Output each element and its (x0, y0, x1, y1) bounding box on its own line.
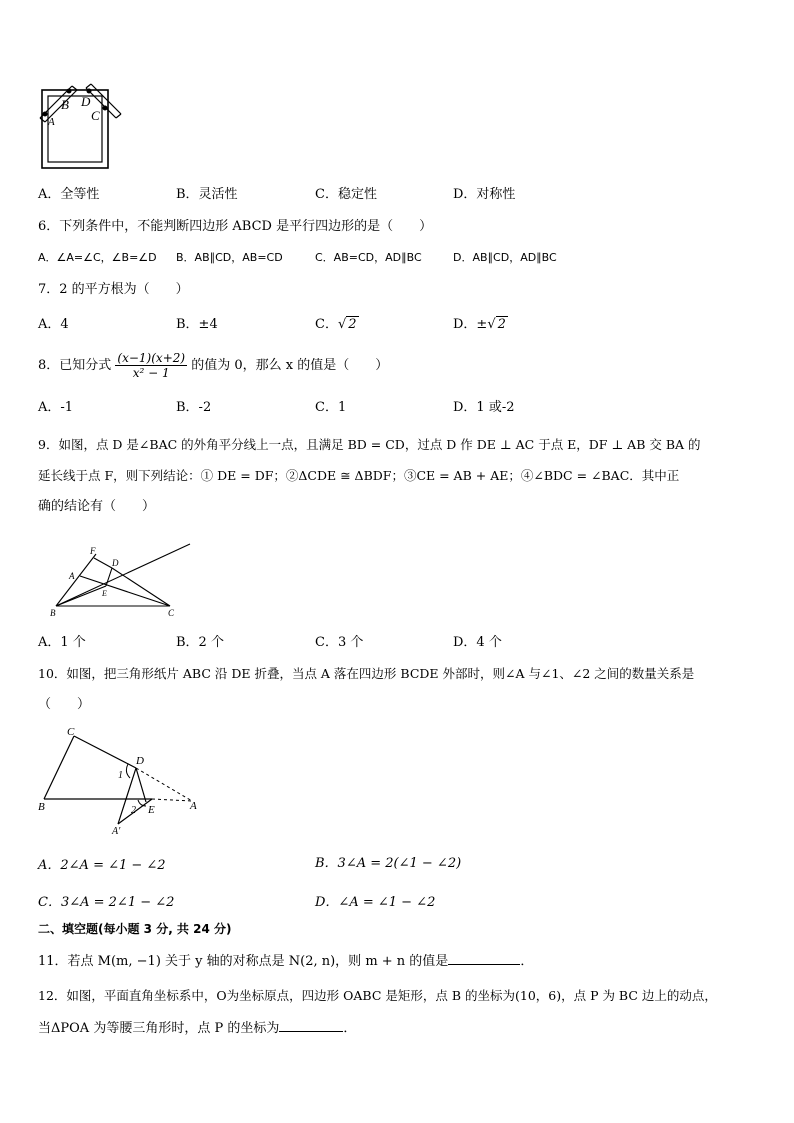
q11-end: ． (520, 954, 534, 969)
q5-label-a: A (48, 116, 55, 128)
q9-label-e: E (102, 589, 107, 598)
q5-option-d: D．对称性 (453, 187, 516, 202)
q5-option-b: B．灵活性 (176, 187, 238, 202)
q11-stem: 11．若点 M(m, −1) 关于 y 轴的对称点是 N(2, n)，则 m + n 的值是 (38, 954, 449, 969)
q10-angle-2-arc (138, 800, 146, 806)
q8-fraction-denominator: x² − 1 (132, 366, 170, 380)
q10-line-bc (44, 736, 74, 799)
q9-figure (44, 540, 194, 620)
q9-option-a: A．1 个 (38, 635, 86, 650)
q10-line-de (136, 768, 146, 802)
q9-label-d: D (112, 558, 119, 568)
section2-heading: 二、填空题(每小题 3 分, 共 24 分) (38, 922, 232, 936)
q6-option-c: C．AB=CD，AD∥BC (315, 251, 422, 264)
q6-option-b: B．AB∥CD，AB=CD (176, 251, 283, 264)
q7-option-d (453, 316, 508, 334)
q9-line-3: 确的结论有（ ） (38, 499, 156, 514)
q8-option-a: A．-1 (38, 400, 74, 415)
q7-option-d-label: D．± (453, 317, 488, 332)
q7-option-c-sqrt: √ 2 (337, 317, 357, 332)
q9-line-2: 延长线于点 F，则下列结论：① DE = DF；②ΔCDE ≅ ΔBDF；③CE = AB + AE；④∠BDC = ∠BAC．其中正 (38, 468, 680, 483)
q8-stem-after: 的值为 0，那么 x 的值是（ ） (191, 358, 389, 373)
q11-text (38, 951, 533, 971)
q10-line-ea-dashed (152, 799, 192, 801)
nail-a (43, 112, 48, 117)
q12-stem: 当ΔPOA 为等腰三角形时，点 P 的坐标为 (38, 1021, 280, 1036)
q12-end: ． (343, 1021, 357, 1036)
q7-option-c (315, 316, 359, 334)
q6-stem: 6．下列条件中，不能判断四边形 ABCD 是平行四边形的是（ ） (38, 219, 433, 234)
q5-option-c: C．稳定性 (315, 187, 377, 202)
q7-option-c-radicand: 2 (348, 317, 357, 332)
q5-figure (36, 84, 116, 169)
q10-option-b: B．3∠A = 2(∠1 − ∠2) (315, 856, 462, 871)
q10-option-d: D．∠A = ∠1 − ∠2 (315, 895, 436, 910)
q10-line-2: （ ） (38, 697, 91, 712)
q10-label-d: D (136, 755, 144, 767)
q7-option-a: A．4 (38, 317, 69, 332)
q5-option-a: A．全等性 (38, 187, 100, 202)
nail-d (87, 89, 92, 94)
nail-c (103, 106, 108, 111)
q8-option-d: D．1 或-2 (453, 400, 515, 415)
q10-option-c: C．3∠A = 2∠1 − ∠2 (38, 895, 175, 910)
q7-option-d-sqrt: √ 2 (487, 317, 506, 332)
q6-option-d: D．AB∥CD，AD∥BC (453, 251, 557, 264)
q9-label-b: B (50, 608, 56, 618)
q9-label-c: C (168, 608, 175, 618)
q12-line-1: 12．如图，平面直角坐标系中，O为坐标原点，四边形 OABC 是矩形，点 B 的坐标为(10，6)，点 P 为 BC 边上的动点， (38, 988, 717, 1003)
q10-line-cd (74, 736, 136, 768)
q9-line-dc (112, 568, 170, 606)
q7-option-d-radicand: 2 (497, 317, 506, 332)
q12-answer-blank[interactable] (279, 1018, 343, 1032)
q9-line-de (106, 568, 112, 586)
q7-stem: 7．2 的平方根为（ ） (38, 282, 189, 297)
q10-label-2: 2 (131, 805, 136, 816)
q9-option-b: B．2 个 (176, 635, 224, 650)
q9-label-f: F (90, 546, 96, 556)
q8-option-b: B．-2 (176, 400, 212, 415)
q10-label-c: C (67, 726, 75, 738)
q10-line-1: 10．如图，把三角形纸片 ABC 沿 DE 折叠，当点 A 落在四边形 BCDE 外部时，则∠A 与∠1、∠2 之间的数量关系是 (38, 666, 695, 681)
q8-stem-before: 8．已知分式 (38, 358, 112, 373)
q6-option-a: A．∠A=∠C，∠B=∠D (38, 251, 157, 264)
q10-label-b: B (38, 801, 45, 813)
q10-label-a-prime: A′ (112, 826, 121, 837)
q5-label-c: C (91, 108, 100, 123)
q12-line-2 (38, 1018, 356, 1038)
q8-fraction-numerator: (x−1)(x+2) (117, 351, 186, 365)
q7-option-b: B．±4 (176, 317, 218, 332)
q8-stem (38, 349, 388, 383)
q5-label-b: B (61, 97, 69, 112)
q9-label-a: A (69, 571, 75, 581)
q10-option-a: A．2∠A = ∠1 − ∠2 (38, 858, 166, 873)
q11-answer-blank[interactable] (448, 951, 520, 965)
q8-fraction (115, 351, 187, 380)
q8-option-c: C．1 (315, 400, 347, 415)
frame-inner (48, 96, 102, 162)
q10-label-e: E (148, 804, 155, 816)
q10-figure (34, 722, 204, 842)
q9-option-c: C．3 个 (315, 635, 364, 650)
q10-label-a: A (190, 800, 197, 812)
q9-line-df (94, 558, 112, 568)
q10-label-1: 1 (118, 770, 123, 781)
q9-line-1: 9．如图，点 D 是∠BAC 的外角平分线上一点，且满足 BD = CD，过点 D 作 DE ⊥ AC 于点 E，DF ⊥ AB 交 BA 的 (38, 437, 701, 452)
q9-option-d: D．4 个 (453, 635, 502, 650)
q10-angle-1-arc (126, 764, 130, 778)
q7-option-c-label: C． (315, 317, 338, 332)
q5-label-d: D (81, 94, 91, 109)
nail-b (67, 89, 72, 94)
frame-outer (42, 90, 108, 168)
